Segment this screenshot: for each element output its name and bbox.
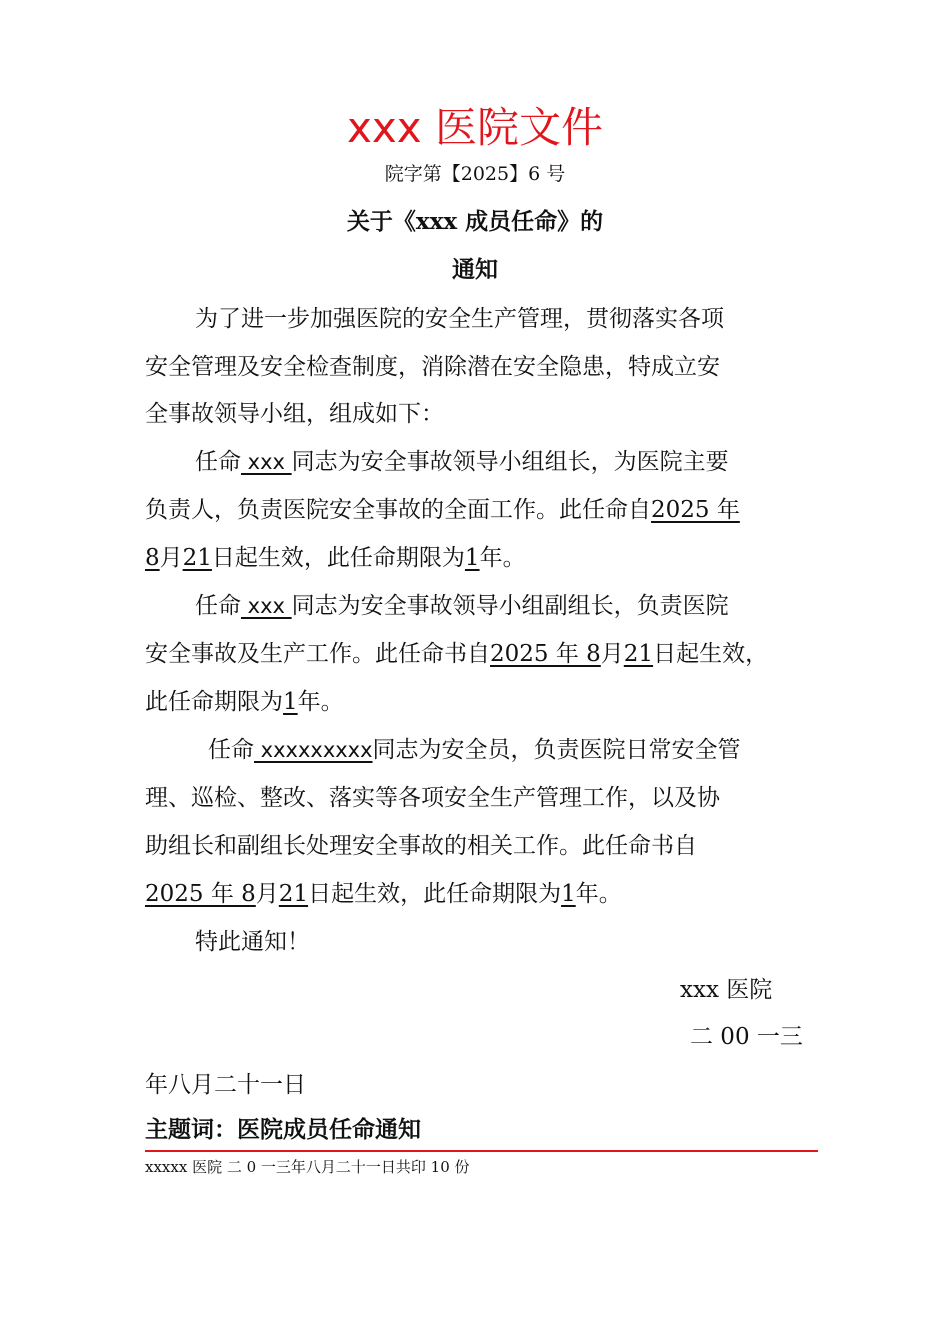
- appt2-line-3: [145, 685, 344, 719]
- appt3-month-text: 月: [255, 881, 279, 907]
- appt2-prefix: 任命: [195, 593, 241, 619]
- subject-keywords: 主题词：医院成员任命通知: [145, 1117, 421, 1143]
- appt1-effective: 日起生效，此任命期限为: [211, 545, 465, 571]
- appt1-day: 21: [182, 545, 212, 571]
- appt2-date: 2025 年 8: [490, 641, 601, 667]
- appt3-line-1: [208, 733, 741, 767]
- appt1-term-unit: 年。: [479, 545, 526, 571]
- appt1-name: xxx: [241, 450, 292, 474]
- appt2-term-text: 此任命期限为: [145, 689, 283, 715]
- appt2-effective: 日起生效，: [653, 641, 769, 667]
- appt3-term: 1: [561, 881, 576, 907]
- appt1-month-text: 月: [159, 545, 183, 571]
- appt1-term: 1: [464, 545, 480, 571]
- notice-title-line2: 通知: [452, 256, 498, 283]
- intro-line-3: 全事故领导小组，组成如下：: [145, 401, 444, 427]
- appt3-line-4: [145, 877, 622, 911]
- appt2-role: 同志为安全事故领导小组副组长，负责医院: [291, 593, 729, 619]
- appt1-line-1: [195, 445, 729, 479]
- appt1-duty: 负责人，负责医院安全事故的全面工作。此任命自: [145, 497, 651, 523]
- appt3-line-3: 助组长和副组长处理安全事故的相关工作。此任命书自: [145, 833, 697, 859]
- appt2-line-1: [195, 589, 729, 623]
- appt1-prefix: 任命: [195, 449, 241, 475]
- appt2-term-unit: 年。: [297, 689, 344, 715]
- signature-date-part1: 二 00 一三: [690, 1024, 803, 1050]
- appt2-term: 1: [283, 689, 298, 715]
- notice-title-line1: 关于《xxx 成员任命》的: [346, 208, 604, 235]
- signature-org: xxx 医院: [680, 977, 773, 1003]
- intro-line-2: 安全管理及安全检查制度，消除潜在安全隐患，特成立安: [145, 354, 720, 380]
- appt3-day: 21: [278, 881, 309, 907]
- appt3-prefix: 任命: [208, 737, 254, 763]
- print-footer: xxxxx 医院 二 0 一三年八月二十一日共印 10 份: [145, 1158, 470, 1176]
- appt1-line-2: [145, 493, 740, 527]
- appt2-duty: 安全事故及生产工作。此任命书自: [145, 641, 490, 667]
- closing-text: 特此通知！: [195, 929, 310, 955]
- document-title: xxx 医院文件: [347, 103, 603, 152]
- appt2-line-2: [145, 637, 768, 671]
- appt3-term-unit: 年。: [575, 881, 622, 907]
- appt2-day: 21: [623, 641, 654, 667]
- footer-divider: [145, 1150, 818, 1152]
- document-number: 院字第【2025】6 号: [384, 163, 566, 185]
- appt3-line-2: 理、巡检、整改、落实等各项安全生产管理工作，以及协: [145, 785, 720, 811]
- appt1-month: 8: [145, 545, 160, 571]
- appt2-name: xxx: [241, 594, 292, 618]
- appt1-line-3: [145, 541, 526, 575]
- appt3-effective: 日起生效，此任命期限为: [308, 881, 562, 907]
- appt3-date: 2025 年 8: [145, 881, 256, 907]
- appt3-name: xxxxxxxxx: [254, 738, 373, 762]
- appt2-month-text: 月: [600, 641, 624, 667]
- signature-date-part2: 年八月二十一日: [145, 1072, 306, 1098]
- appt3-role: 同志为安全员，负责医院日常安全管: [372, 737, 741, 763]
- appt1-year: 2025 年: [651, 497, 740, 523]
- intro-line-1: 为了进一步加强医院的安全生产管理，贯彻落实各项: [195, 306, 724, 332]
- appt1-role: 同志为安全事故领导小组组长，为医院主要: [291, 449, 729, 475]
